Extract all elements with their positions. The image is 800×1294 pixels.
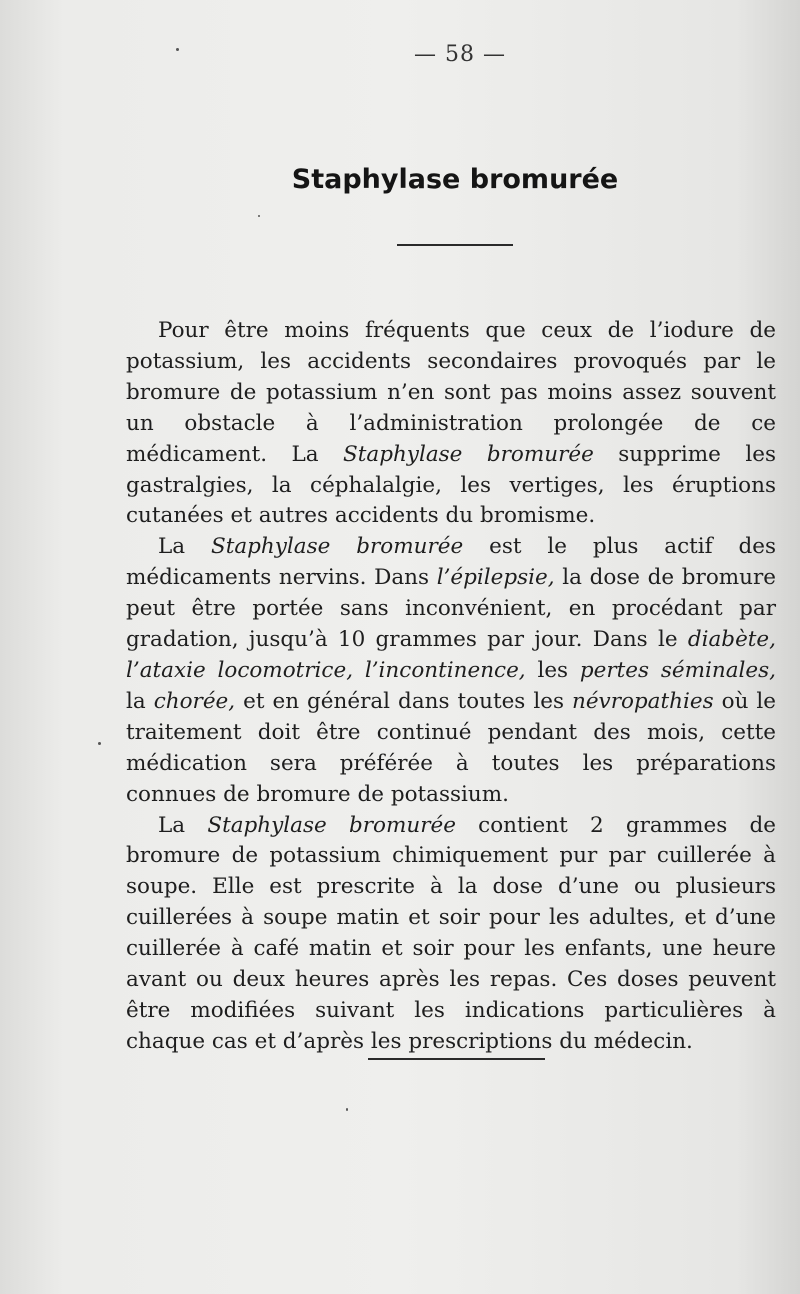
- italic-run: l’incontinence,: [364, 657, 526, 683]
- paper-speck: [346, 1108, 348, 1111]
- italic-run: névropathies: [571, 688, 714, 714]
- italic-run: Staphylase bromurée: [207, 812, 456, 838]
- text-run: Pour être moins fréquents que ceux de l’iodure de potassium, les accidents secondaires provoqués par le bromure de potassium n’en sont pas moins assez souvent un obstacle à l’administration prolongée de ce médicament. La: [126, 318, 776, 467]
- text-run: contient 2 grammes de bromure de potassium chimiquement pur par cuillerée à soupe. Elle est prescrite à la dose d’une ou plusieurs cuillerées à soupe matin et soir pour les adultes, et d’une cuillerée à café matin et soir pour les enfants, une heure avant ou deux heures après les repas. Ces doses peuvent être modifiées suivant les indications particulières à chaque cas et d’après les prescriptions du médecin.: [126, 812, 776, 1054]
- paper-speck: [258, 215, 260, 217]
- page-title: Staphylase bromurée: [291, 164, 619, 195]
- title-divider: [397, 244, 513, 246]
- text-run: [353, 658, 365, 683]
- italic-run: l’épilepsie,: [436, 565, 555, 591]
- paragraph: [126, 811, 776, 1058]
- text-run: les: [525, 657, 580, 683]
- text-run: la dose de bromure peut être portée sans inconvénient, en procédant par gradation, jusqu’à 10 grammes par jour. Dans le: [126, 565, 777, 653]
- italic-run: Staphylase bromurée: [210, 534, 464, 560]
- italic-run: diabète,: [687, 627, 776, 653]
- end-divider: [368, 1058, 545, 1060]
- paper-speck: [98, 742, 101, 745]
- text-run: est le plus actif des médicaments nervins. Dans: [126, 534, 776, 591]
- paragraph: [126, 532, 776, 810]
- text-run: supprime les gastralgies, la céphalalgie, les vertiges, les éruptions cutanées et autres accidents du bromisme.: [126, 441, 776, 529]
- paragraph: [126, 316, 776, 532]
- body-text: [126, 316, 776, 1058]
- italic-run: chorée,: [153, 688, 236, 714]
- text-run: où le traitement doit être continué pendant des mois, cette médication sera préférée à toutes les préparations connues de bromure de potassium.: [126, 688, 777, 807]
- italic-run: Staphylase bromurée: [343, 441, 594, 467]
- text-run: la: [126, 688, 154, 714]
- italic-run: l’ataxie locomotrice,: [126, 657, 354, 683]
- text-run: La: [158, 534, 211, 560]
- text-run: La: [158, 812, 208, 838]
- paper-speck: [176, 48, 179, 51]
- italic-run: pertes séminales,: [579, 657, 776, 683]
- text-run: et en général dans toutes les: [235, 688, 572, 714]
- page-number: — 58 —: [414, 42, 506, 67]
